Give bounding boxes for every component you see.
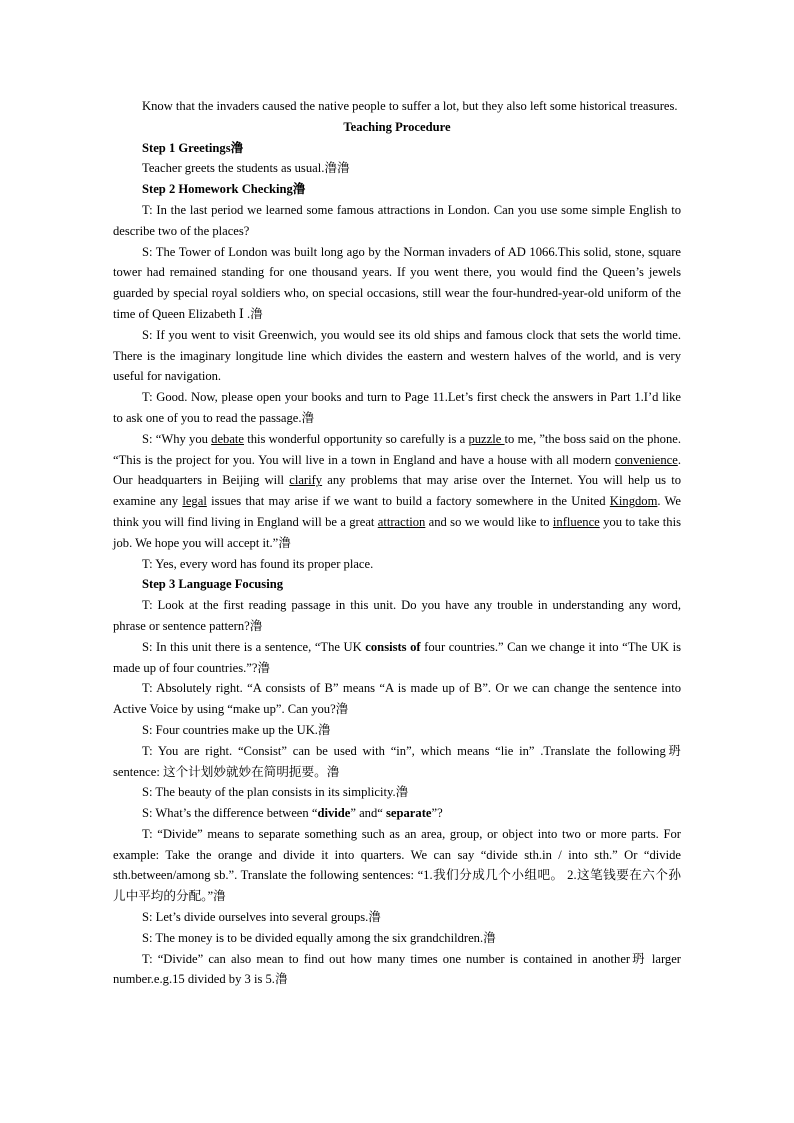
- passage-word-convenience: convenience: [614, 452, 678, 467]
- step2-student-line-1: S: The Tower of London was built long ago by the Norman invaders of AD 1066.This solid, stone, square tower had remained standing for one thousand years. If you went there, you would find the Queen’s jewels guarded by special royal soldiers who, on special occasions, still wear the four-hundred-year-old uniform of the time of Queen Elizabeth Ⅰ .澛: [113, 244, 681, 321]
- step1-text: Teacher greets the students as usual.澛澛: [142, 161, 350, 176]
- step3-student-line-3: S: The beauty of the plan consists in its simplicity.澛: [142, 785, 409, 800]
- passage-text: and so we would like to: [425, 514, 553, 529]
- step2-title: Step 2 Homework Checking澛: [142, 182, 306, 197]
- passage-text: you to take this job. We hope you will accept it.”澛: [113, 514, 681, 550]
- section-heading: Teaching Procedure: [343, 119, 451, 134]
- passage-text: issues that may arise if we want to build a factory somewhere in the United: [206, 494, 610, 509]
- intro-paragraph: Know that the invaders caused the native people to suffer a lot, but they also left some historical treasures.: [142, 99, 678, 113]
- step1-title: Step 1 Greetings澛: [142, 140, 244, 155]
- sentence-text: S: What’s the difference between “: [142, 806, 318, 821]
- passage-word-influence: influence: [552, 514, 600, 529]
- passage-word-clarify: clarify: [289, 473, 323, 488]
- passage-word-puzzle: puzzle: [468, 431, 505, 446]
- passage-text: . Our headquarters in Beijing will: [113, 452, 681, 488]
- document-body: [113, 96, 681, 990]
- step2-teacher-line-3: T: Yes, every word has found its proper place.: [142, 556, 374, 571]
- step3-student-line-1: [113, 637, 681, 679]
- sentence-text: ”?: [431, 806, 443, 821]
- passage-word-attraction: attraction: [377, 514, 426, 529]
- step3-student-line-4: [113, 803, 681, 824]
- sentence-text: four countries.” Can we change it into “The UK is made up of four countries.”?澛: [113, 639, 681, 675]
- passage-word-kingdom: Kingdom: [609, 494, 658, 509]
- step3-student-line-6: S: The money is to be divided equally among the six grandchildren.澛: [142, 930, 496, 945]
- step2-teacher-line-2: T: Good. Now, please open your books and turn to Page 11.Let’s first check the answers in Part 1.I’d like to ask one of you to read the passage.澛: [113, 390, 681, 425]
- step2-teacher-line-1: T: In the last period we learned some famous attractions in London. Can you use some simple English to describe two of the places?: [113, 202, 681, 238]
- step3-student-line-5: S: Let’s divide ourselves into several groups.澛: [142, 910, 381, 925]
- passage-word-debate: debate: [211, 431, 245, 446]
- step3-teacher-line-3: T: You are right. “Consist” can be used with “in”, which means “lie in” .Translate the following玬 sentence: 这个计划妙就妙在简明扼要。澛: [113, 743, 681, 779]
- passage-text: any problems that may arise over the Internet. You will help us to examine any: [113, 473, 681, 509]
- passage-text: to me, ”the boss said on the phone. “This is the project for you. You will live in a town in England and have a house with all modern: [113, 431, 681, 467]
- passage-word-legal: legal: [182, 494, 207, 509]
- step2-passage: [113, 429, 681, 554]
- sentence-text: ” and“: [350, 806, 387, 821]
- step3-teacher-line-5: T: “Divide” can also mean to find out how many times one number is contained in another玬 larger number.e.g.15 divided by 3 is 5.澛: [113, 951, 681, 987]
- step3-title: Step 3 Language Focusing: [142, 577, 284, 592]
- passage-text: . We think you will find living in England will be a great: [113, 494, 682, 529]
- bold-phrase-consists-of: consists of: [365, 639, 421, 654]
- step3-student-line-2: S: Four countries make up the UK.澛: [142, 722, 331, 737]
- bold-word-divide: divide: [317, 806, 351, 821]
- sentence-text: S: In this unit there is a sentence, “The UK: [142, 639, 366, 654]
- step2-student-line-2: S: If you went to visit Greenwich, you would see its old ships and famous clock that sets the world time. There is the imaginary longitude line which divides the eastern and western halves of the world, and is very useful for navigation.: [113, 327, 681, 384]
- passage-text: this wonderful opportunity so carefully is a: [244, 431, 469, 446]
- step3-teacher-line-1: T: Look at the first reading passage in this unit. Do you have any trouble in understanding any word, phrase or sentence pattern?澛: [113, 598, 681, 633]
- step3-teacher-line-4: T: “Divide” means to separate something such as an area, group, or object into two or more parts. For example: Take the orange and divide it into quarters. We can say “divide sth.in / into sth.” Or “divide sth.between/among sb.”. Translate the following sentences: “1.我们分成几个小组吧。 2.这笔钱要在六个孙儿中平均的分配。”澛: [113, 826, 681, 904]
- passage-text: S: “Why you: [142, 431, 212, 446]
- step3-teacher-line-2: T: Absolutely right. “A consists of B” means “A is made up of B”. Or we can change the sentence into Active Voice by using “make up”. Can you?澛: [113, 681, 681, 717]
- bold-word-separate: separate: [386, 806, 432, 821]
